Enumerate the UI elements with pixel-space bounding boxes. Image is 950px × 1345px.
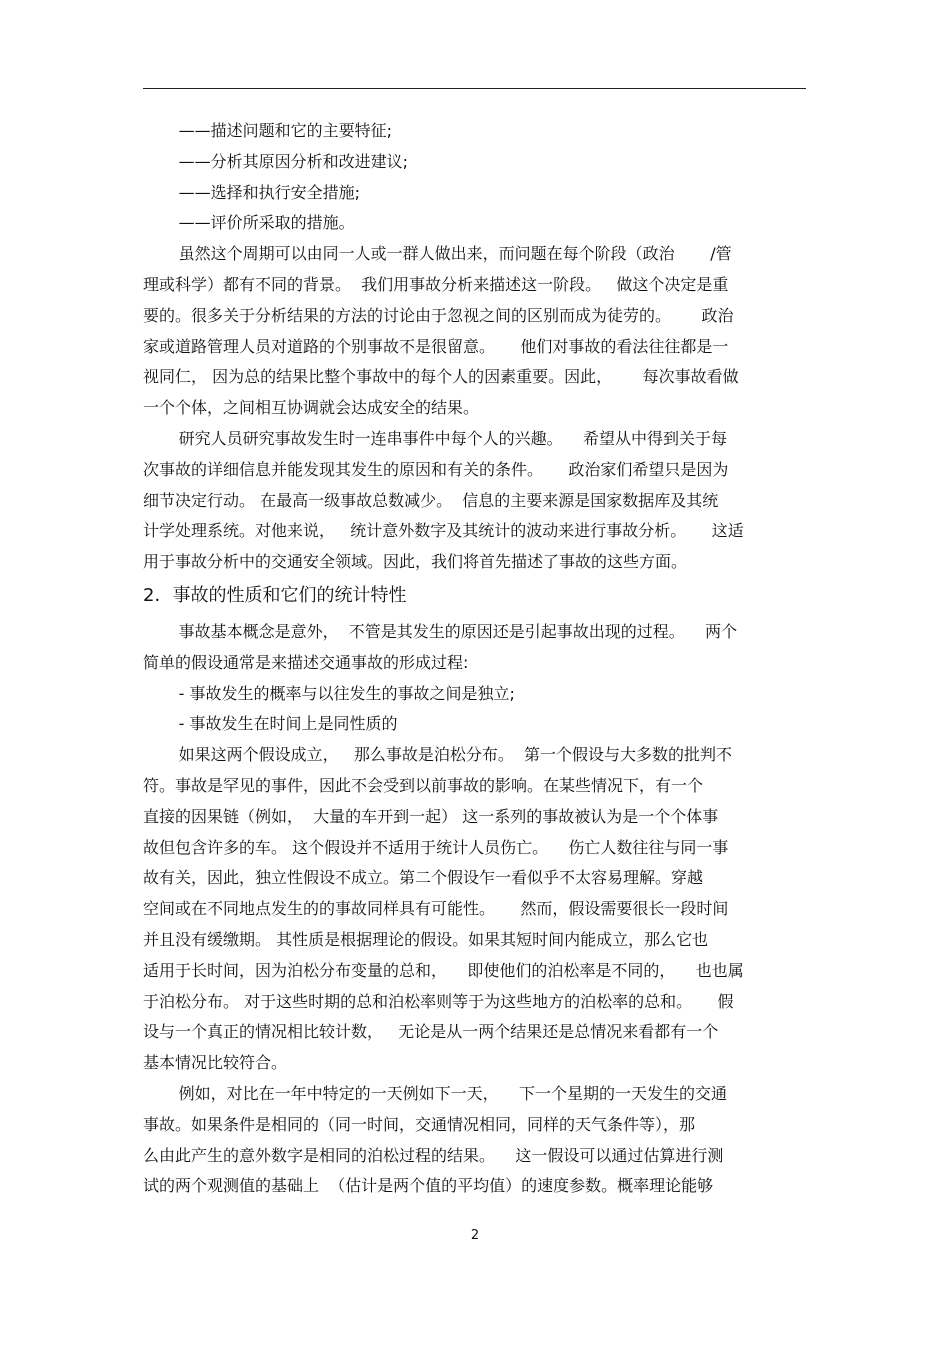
page-number: 2 xyxy=(470,1228,480,1243)
paragraph-example xyxy=(143,1079,806,1202)
paragraph-researchers xyxy=(143,424,806,578)
text-line: 事故。如果条件是相同的（同一时间，交通情况相同，同样的天气条件等），那 xyxy=(143,1114,696,1134)
paragraph-concept xyxy=(143,617,806,679)
text-line: 简单的假设通常是来描述交通事故的形成过程: xyxy=(143,652,469,672)
text-line: 虽然这个周期可以由同一人或一群人做出来，而问题在每个阶段（政治 /管 xyxy=(143,244,732,264)
text-line: 么由此产生的意外数字是相同的泊松过程的结果。 这一假设可以通过估算进行测 xyxy=(143,1145,724,1165)
text-line: 理或科学）都有不同的背景。 我们用事故分析来描述这一阶段。 做这个决定是重 xyxy=(143,274,729,294)
bullet-list-assumptions xyxy=(143,679,806,741)
text-line: 次事故的详细信息并能发现其发生的原因和有关的条件。 政治家们希望只是因为 xyxy=(143,459,729,479)
bullet-list-steps xyxy=(143,116,806,239)
text-line: 研究人员研究事故发生时一连串事件中每个人的兴趣。 希望从中得到关于每 xyxy=(143,428,727,448)
text-line: 并且没有缓缴期。 其性质是根据理论的假设。如果其短时间内能成立，那么它也 xyxy=(143,929,709,949)
text-line: 例如，对比在一年中特定的一天例如下一天， 下一个星期的一天发生的交通 xyxy=(143,1083,727,1103)
text-line: 符。事故是罕见的事件，因此不会受到以前事故的影响。在某些情况下，有一个 xyxy=(143,775,704,795)
text-line: 一个个体，之间相互协调就会达成安全的结果。 xyxy=(143,398,480,418)
list-item: ——评价所采取的措施。 xyxy=(143,213,355,233)
body-text xyxy=(143,116,806,1202)
list-item: ——选择和执行安全措施; xyxy=(143,182,360,202)
text-line: 基本情况比较符合。 xyxy=(143,1053,288,1073)
list-item: ——描述问题和它的主要特征; xyxy=(143,121,392,140)
paragraph-cycle xyxy=(143,239,806,424)
list-item: - 事故发生在时间上是同性质的 xyxy=(143,714,398,734)
paragraph-poisson xyxy=(143,740,806,1079)
text-line: 事故基本概念是意外， 不管是其发生的原因还是引起事故出现的过程。 两个 xyxy=(143,621,738,641)
text-line: 直接的因果链（例如， 大量的车开到一起） 这一系列的事故被认为是一个个体事 xyxy=(143,806,719,826)
text-line: 家或道路管理人员对道路的个别事故不是很留意。 他们对事故的看法往往都是一 xyxy=(143,336,729,356)
text-line: 设与一个真正的情况相比较计数， 无论是从一两个结果还是总情况来看都有一个 xyxy=(143,1022,719,1042)
text-line: 故有关，因此，独立性假设不成立。第二个假设乍一看似乎不太容易理解。穿越 xyxy=(143,868,704,888)
text-line: 如果这两个假设成立， 那么事故是泊松分布。 第一个假设与大多数的批判不 xyxy=(143,745,733,765)
text-line: 适用于长时间，因为泊松分布变量的总和， 即使他们的泊松率是不同的， 也也属 xyxy=(143,960,744,980)
text-line: 用于事故分析中的交通安全领域。因此，我们将首先描述了事故的这些方面。 xyxy=(143,552,688,572)
text-line: 视同仁， 因为总的结果比整个事故中的每个人的因素重要。因此， 每次事故看做 xyxy=(143,367,739,387)
list-item: - 事故发生的概率与以往发生的事故之间是独立; xyxy=(143,683,515,703)
text-line: 要的。很多关于分析结果的方法的讨论由于忽视之间的区别而成为徒劳的。 政治 xyxy=(143,305,734,325)
header-rule xyxy=(143,88,806,89)
text-line: 空间或在不同地点发生的的事故同样具有可能性。 然而，假设需要很长一段时间 xyxy=(143,899,729,919)
text-line: 故但包含许多的车。 这个假设并不适用于统计人员伤亡。 伤亡人数往往与同一事 xyxy=(143,837,729,857)
text-line: 试的两个观测值的基础上 （估计是两个值的平均值）的速度参数。概率理论能够 xyxy=(143,1176,714,1196)
text-line: 计学处理系统。对他来说， 统计意外数字及其统计的波动来进行事故分析。 这适 xyxy=(143,521,744,541)
list-item: ——分析其原因分析和改进建议; xyxy=(143,151,408,171)
section-heading: 2．事故的性质和它们的统计特性 xyxy=(143,584,407,606)
text-line: 于泊松分布。 对于这些时期的总和泊松率则等于为这些地方的泊松率的总和。 假 xyxy=(143,991,734,1011)
text-line: 细节决定行动。 在最高一级事故总数减少。 信息的主要来源是国家数据库及其统 xyxy=(143,490,719,510)
